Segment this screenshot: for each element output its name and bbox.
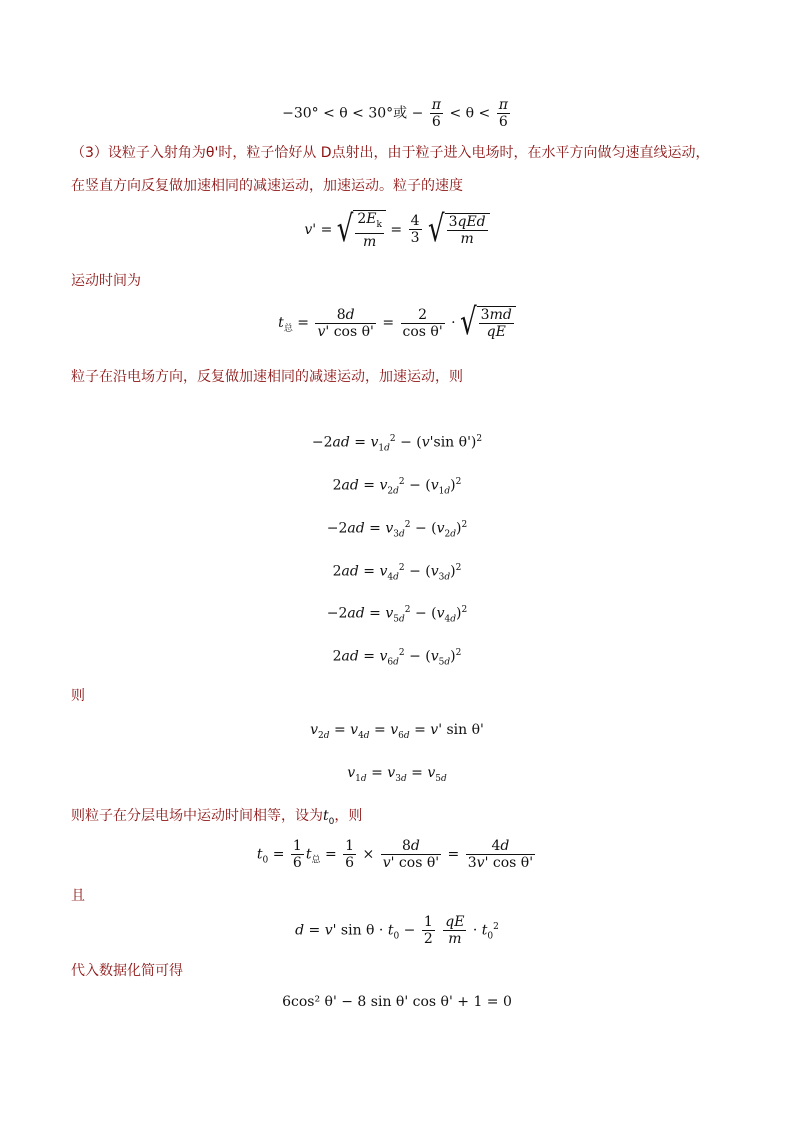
equation-k1: $-2ad = v_{1d}^2 - (v'\sin$ θ')$^2$ <box>311 434 483 454</box>
equation-angle-range: −30° < θ < 30°或 − $\frac{\pi}{6}$ < θ < $\frac{\pi}{6}$ <box>282 97 508 130</box>
equation-total-time: $t_总$ = $\frac{8d}{\text{v' cos θ'}}$ = $\frac{2}{\text{cos θ'}}$ · √ $\frac{3md}{qE}$ <box>0 306 794 340</box>
paragraph-part3: （3）设粒子入射角为θ'时，粒子恰好从 D点射出，由于粒子进入电场时，在水平方向做匀速直线运动， <box>71 145 710 161</box>
equation-even-velocities: $v_{2d} = v_{4d} = v_{6d} = v'$ sin θ' <box>310 722 484 741</box>
paragraph-equal-time: 则粒子在分层电场中运动时间相等，设为$t_0$，则 <box>71 808 363 827</box>
paragraph-substitute: 代入数据化简可得 <box>71 963 183 979</box>
equation-k6: $2ad = v_{6d}^2 - (v_{5d})^2$ <box>332 648 462 668</box>
paragraph-field-direction: 粒子在沿电场方向，反复做加速相同的减速运动，加速运动，则 <box>71 369 463 385</box>
equation-k3: $-2ad = v_{3d}^2 - (v_{2d})^2$ <box>326 520 468 540</box>
paragraph-and: 且 <box>71 888 85 904</box>
equation-velocity: v' = √ $\frac{2E_k}{m}$ = $\frac{4}{3}$ √ $\frac{\text{3qEd}}{m}$ <box>0 210 794 250</box>
paragraph-then: 则 <box>71 688 85 704</box>
equation-t0: $t_0$ = $\frac{1}{6}$ $t_总$ = $\frac{1}{6}$ × $\frac{8d}{\text{v' cos θ'}}$ = $\frac{4d}{\text{3v' cos θ'}}$ <box>256 838 534 871</box>
paragraph-velocity-intro: 在竖直方向反复做加速相同的减速运动，加速运动。粒子的速度 <box>71 178 463 194</box>
equation-k2: $2ad = v_{2d}^2 - (v_{1d})^2$ <box>332 477 462 497</box>
equation-k4: $2ad = v_{4d}^2 - (v_{3d})^2$ <box>332 563 462 583</box>
equation-displacement: d = v' $\sin \theta \cdot t_0$ − $\frac{1}{2}$ $\frac{qE}{m}$ · $t_0^2$ <box>295 914 499 947</box>
equation-odd-velocities: $v_{1d} = v_{3d} = v_{5d}$ <box>347 765 447 784</box>
equation-final: 6cos² θ' − 8 sin θ' cos θ' + 1 = 0 <box>282 994 512 1010</box>
equation-k5: $-2ad = v_{5d}^2 - (v_{4d})^2$ <box>326 605 468 625</box>
paragraph-time-intro: 运动时间为 <box>71 273 141 289</box>
